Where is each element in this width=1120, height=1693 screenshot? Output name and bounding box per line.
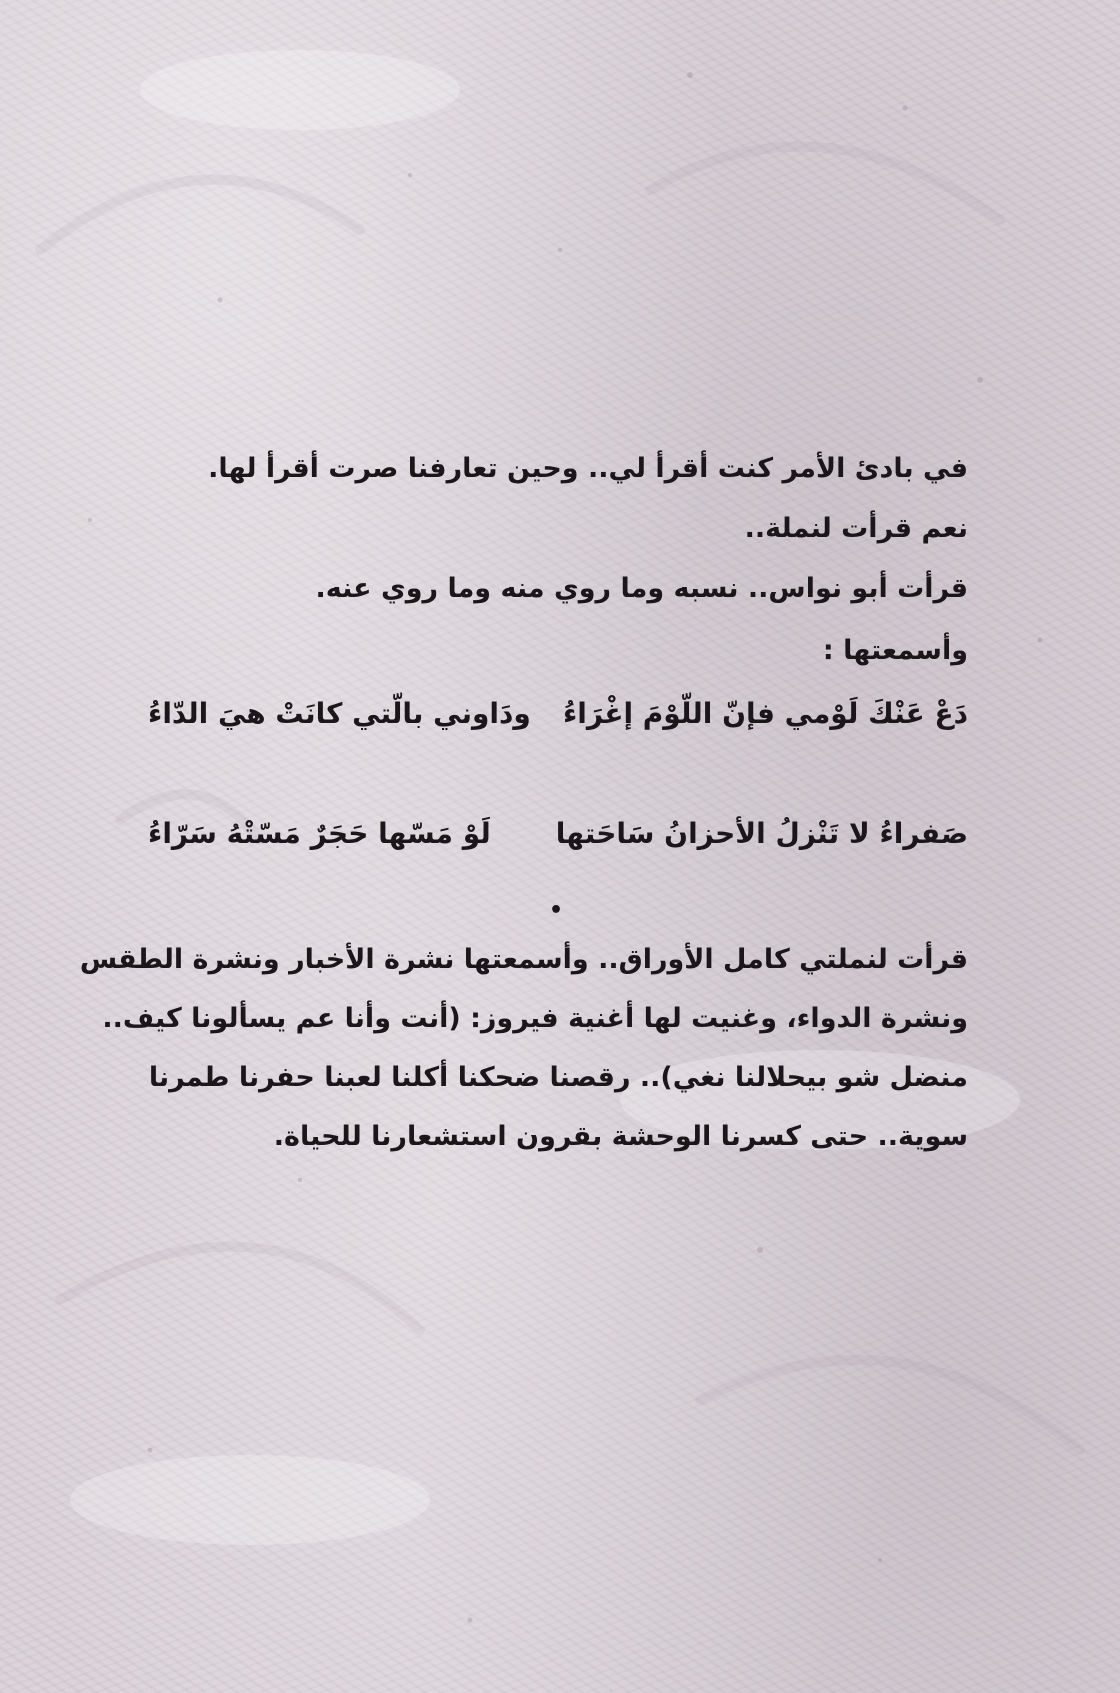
paragraph-line-2: ونشرة الدواء، وغنيت لها أغنية فيروز: (أنت وأنا عم يسألونا كيف.. <box>102 1003 968 1034</box>
verse-1-second-hemistich: ودَاوني بالّتي كانَتْ هيَ الدّاءُ <box>148 697 531 730</box>
section-separator: • <box>548 898 563 923</box>
paragraph-line-3: منضل شو بيحلالنا نغي).. رقصنا ضحكنا أكلنا لعبنا حفرنا طمرنا <box>148 1062 968 1093</box>
intro-line-4: وأسمعتها : <box>822 635 968 666</box>
verse-2-second-hemistich: لَوْ مَسّها حَجَرٌ مَسّتْهُ سَرّاءُ <box>148 817 491 850</box>
verse-2-first-hemistich: صَفراءُ لا تَنْزلُ الأحزانُ سَاحَتها <box>555 817 968 850</box>
intro-line-3: قرأت أبو نواس.. نسبه وما روي منه وما روي عنه. <box>315 573 968 604</box>
verse-1-first-hemistich: دَعْ عَنْكَ لَوْمي فإنّ اللّوْمَ إغْرَاءُ <box>562 697 968 730</box>
intro-line-2: نعم قرأت لنملة.. <box>744 513 968 544</box>
intro-line-1: في بادئ الأمر كنت أقرأ لي.. وحين تعارفنا صرت أقرأ لها. <box>208 453 968 484</box>
poem-verse-2 <box>130 812 968 856</box>
paragraph-line-1: قرأت لنملتي كامل الأوراق.. وأسمعتها نشرة الأخبار ونشرة الطقس <box>79 944 968 975</box>
poem-verse-1 <box>130 692 968 736</box>
paragraph-line-4: سوية.. حتى كسرنا الوحشة بقرون استشعارنا للحياة. <box>273 1121 968 1152</box>
